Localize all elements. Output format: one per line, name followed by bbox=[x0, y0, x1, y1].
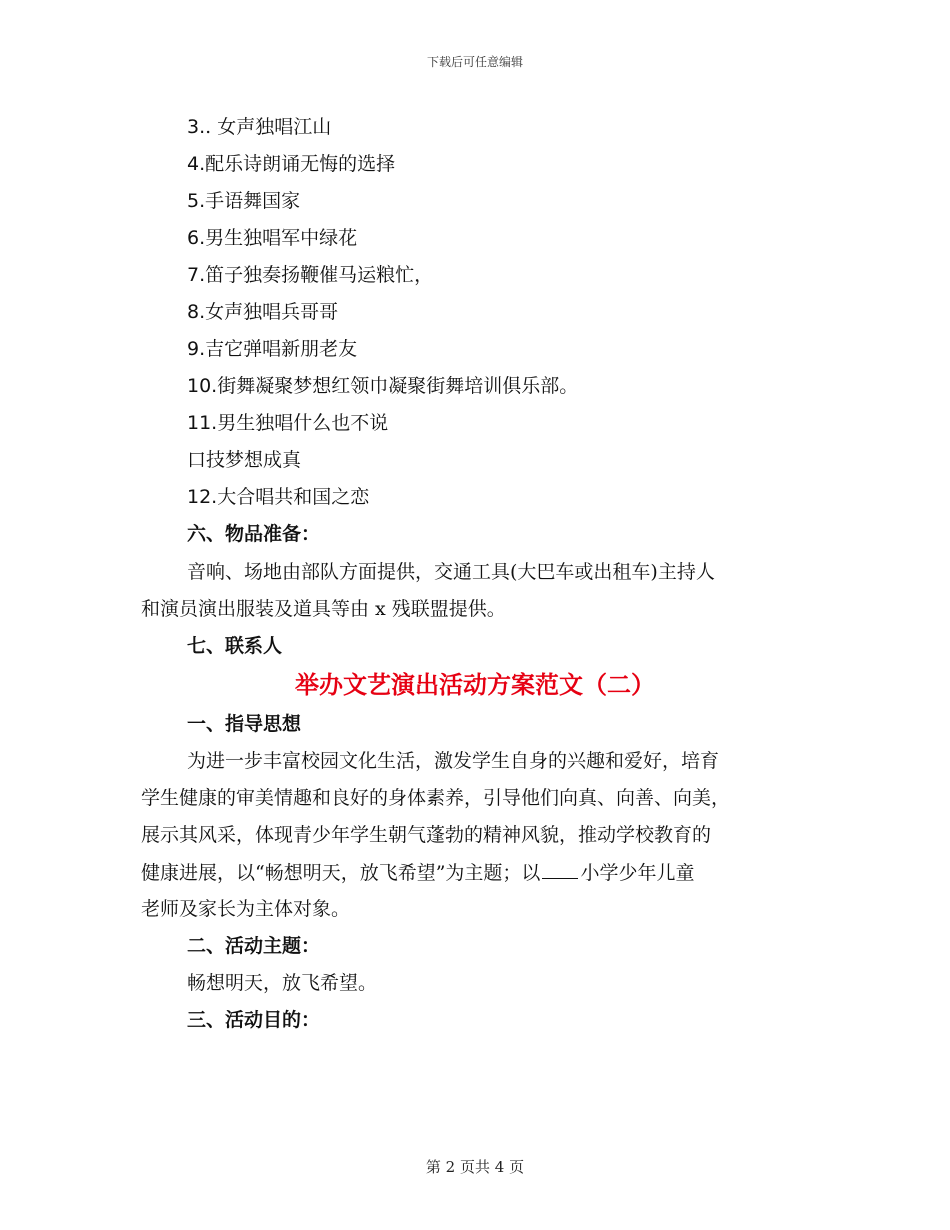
item-number: 4. bbox=[187, 153, 206, 175]
list-item bbox=[187, 485, 369, 509]
list-item bbox=[187, 115, 331, 139]
item-text: 大合唱共和国之恋 bbox=[217, 486, 370, 508]
list-item bbox=[187, 411, 388, 435]
item-text: 口技梦想成真 bbox=[187, 449, 302, 471]
page-footer: 第 2 页共 4 页 bbox=[425, 1158, 525, 1176]
list-item bbox=[187, 226, 357, 250]
item-text: 笛子独奏扬鞭催马运粮忙， bbox=[205, 264, 434, 286]
page-header: 下载后可任意编辑 bbox=[426, 55, 523, 69]
paragraph-line: 和演员演出服装及道具等由 x 残联盟提供。 bbox=[141, 598, 506, 620]
item-text: 街舞凝聚梦想红领巾凝聚街舞培训俱乐部。 bbox=[217, 375, 579, 397]
paragraph-text: 小学少年儿童 bbox=[580, 862, 695, 884]
item-number: 10. bbox=[187, 375, 218, 397]
paragraph-line: 展示其风采，体现青少年学生朝气蓬勃的精神风貌，推动学校教育的 bbox=[141, 824, 712, 846]
item-number: 11. bbox=[187, 412, 218, 434]
list-item bbox=[187, 374, 578, 398]
paragraph-line: 老师及家长为主体对象。 bbox=[141, 898, 351, 920]
paragraph-line: 音响、场地由部队方面提供，交通工具(大巴车或出租车)主持人 bbox=[187, 561, 715, 583]
item-text: 吉它弹唱新朋老友 bbox=[205, 338, 358, 360]
paragraph-line bbox=[141, 860, 694, 885]
item-text: 配乐诗朗诵无悔的选择 bbox=[205, 153, 396, 175]
item-number: 3. bbox=[187, 116, 206, 138]
item-text: . 女声独唱江山 bbox=[205, 116, 332, 138]
section-heading: 三、活动目的： bbox=[187, 1009, 321, 1031]
list-item bbox=[187, 337, 357, 361]
item-number: 9. bbox=[187, 338, 206, 360]
item-text: 手语舞国家 bbox=[205, 190, 301, 212]
document-title: 举办文艺演出活动方案范文（二） bbox=[295, 670, 655, 699]
section-heading: 七、联系人 bbox=[187, 635, 283, 657]
item-text: 男生独唱军中绿花 bbox=[205, 227, 358, 249]
paragraph-line: 为进一步丰富校园文化生活，激发学生自身的兴趣和爱好，培育 bbox=[187, 750, 720, 772]
list-item bbox=[187, 448, 301, 472]
item-number: 6. bbox=[187, 227, 206, 249]
section-heading: 一、指导思想 bbox=[187, 713, 302, 735]
item-number: 8. bbox=[187, 301, 206, 323]
list-item bbox=[187, 152, 395, 176]
section-heading: 二、活动主题： bbox=[187, 935, 321, 957]
item-number: 5. bbox=[187, 190, 206, 212]
paragraph-text: 健康进展，以“畅想明天，放飞希望”为主题；以 bbox=[141, 862, 541, 884]
item-number: 12. bbox=[187, 486, 218, 508]
section-heading: 六、物品准备： bbox=[187, 523, 321, 545]
item-number: 7. bbox=[187, 264, 206, 286]
list-item bbox=[187, 263, 433, 287]
blank-underline bbox=[542, 860, 578, 879]
paragraph-line: 学生健康的审美情趣和良好的身体素养，引导他们向真、向善、向美， bbox=[141, 787, 731, 809]
item-text: 男生独唱什么也不说 bbox=[217, 412, 389, 434]
paragraph-line: 畅想明天，放飞希望。 bbox=[187, 972, 378, 994]
list-item bbox=[187, 300, 338, 324]
item-text: 女声独唱兵哥哥 bbox=[205, 301, 339, 323]
list-item bbox=[187, 189, 300, 213]
